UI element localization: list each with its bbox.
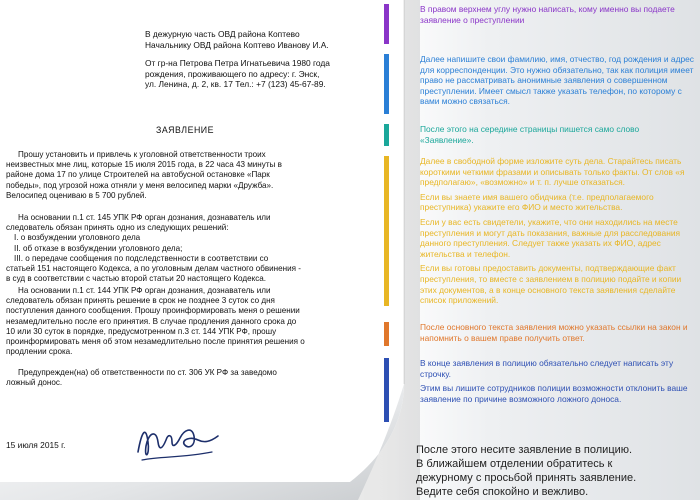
document-title: ЗАЯВЛЕНИЕ bbox=[156, 125, 214, 135]
note-line: Если вы готовы предоставить документы, подтверждающие факт преступления, то вместе с заявлением в полицию подайте и копии этих документов, а в конце основного текста заявления сделайте список приложений. bbox=[420, 263, 682, 306]
note-line: После основного текста заявления можно указать ссылки на закон и напомнить о вашем праве получить ответ. bbox=[420, 322, 688, 343]
note-text bbox=[420, 156, 695, 310]
body-line: продлении срока. bbox=[6, 347, 73, 357]
applicant-block bbox=[145, 58, 330, 90]
note-color-bar bbox=[384, 358, 389, 422]
body-line: На основании п.1 ст. 144 УПК РФ орган дознания, дознаватель или bbox=[18, 286, 271, 295]
note-facts bbox=[384, 156, 700, 306]
paragraph-art145 bbox=[6, 213, 301, 284]
body-line: районе дома 17 по улице Строителей на автобусной остановке «Парк bbox=[6, 170, 270, 180]
body-line: поступления данного сообщения. Прошу проинформировать меня о решении bbox=[6, 306, 300, 316]
applicant-line: ул. Ленина, д. 2, кв. 17 Тел.: +7 (123) 45-67-89. bbox=[145, 79, 326, 89]
body-line: следователь обязан принять решение в срок не позднее 3 суток со дня bbox=[6, 296, 275, 306]
body-line: Прошу установить и привлечь к уголовной ответственности троих bbox=[18, 150, 266, 159]
note-addressee bbox=[384, 4, 700, 44]
body-line: победы», под угрозой ножа отняли у меня велосипед марки «Дружба». bbox=[6, 180, 274, 190]
note-color-bar bbox=[384, 322, 389, 346]
note-applicant bbox=[384, 54, 700, 114]
body-line: следователь обязан принять одно из следующих решений: bbox=[6, 223, 229, 233]
applicant-line: От гр-на Петрова Петра Игнатьевича 1980 года bbox=[145, 58, 330, 68]
advice-line: дежурному с просьбой принять заявление. bbox=[416, 472, 637, 484]
paragraph-art144 bbox=[6, 286, 305, 357]
final-advice bbox=[416, 443, 696, 499]
note-text bbox=[420, 124, 695, 149]
body-line: III. о передаче сообщения по подследственности в соответствии со bbox=[14, 253, 269, 263]
note-line: Если вы знаете имя вашего обидчика (т.е. предполагаемого преступника) укажите его ФИО и место жительства. bbox=[420, 191, 654, 213]
note-text bbox=[420, 358, 695, 408]
note-color-bar bbox=[384, 124, 389, 146]
body-line: Предупрежден(на) об ответственности по ст. 306 УК РФ за заведомо bbox=[18, 368, 277, 377]
annotations-column bbox=[384, 0, 700, 500]
note-line: Далее в свободной форме изложите суть дела. Старайтесь писать короткими четкими фразами и описывать только факты. От слов «я предполагаю», «возможно» и т. п. лучше отказаться. bbox=[420, 156, 685, 188]
signature bbox=[132, 416, 224, 466]
addressee-block bbox=[145, 29, 329, 50]
note-line: После этого на середине страницы пишется само слово «Заявление». bbox=[420, 124, 640, 145]
application-date: 15 июля 2015 г. bbox=[6, 440, 66, 450]
note-line: Если у вас есть свидетели, укажите, что они находились на месте преступления и могут дать показания, важные для расследования данного преступления. Следует также указать их ФИО, адрес жительства и телефон. bbox=[420, 216, 681, 259]
note-title bbox=[384, 124, 700, 146]
body-line: проинформировать меня об этом незамедлительно после принятия решения о bbox=[6, 337, 305, 347]
advice-line: Ведите себя спокойно и вежливо. bbox=[416, 486, 589, 498]
paragraph-incident bbox=[6, 150, 282, 201]
note-text bbox=[420, 322, 695, 347]
note-line: Далее напишите свои фамилию, имя, отчество, год рождения и адрес для корреспонденции. Это нужно обязательно, так как полиция имеет право не рассматривать анонимные заявления о совершенном преступлении. Имеет смысл также указать телефон, по которому с вами можно связаться. bbox=[420, 54, 694, 107]
note-law-reference bbox=[384, 322, 700, 346]
addressee-line: Начальнику ОВД района Коптево Иванову И.А. bbox=[145, 39, 329, 50]
note-color-bar bbox=[384, 4, 389, 44]
note-line: Этим вы лишите сотрудников полиции возможности отклонить ваше заявление по причине возможного ложного доноса. bbox=[420, 383, 688, 404]
body-line: 10 или 30 суток в порядке, предусмотренном п.3 ст. 144 УПК РФ, прошу bbox=[6, 326, 277, 336]
note-false-report bbox=[384, 358, 700, 422]
body-line: неизвестных мне лиц, которые 15 июля 2015 года, в 22 часа 43 минуты в bbox=[6, 160, 282, 170]
body-line: На основании п.1 ст. 145 УПК РФ орган дознания, дознаватель или bbox=[18, 213, 271, 222]
advice-line: В ближайшем отделении обратитесь к bbox=[416, 458, 613, 470]
body-line: незамедлительно после его принятия. В случае продления данного срока до bbox=[6, 316, 297, 326]
body-line: Велосипед оцениваю в 5 700 рублей. bbox=[6, 190, 147, 200]
body-line: ложный донос. bbox=[6, 378, 63, 388]
note-text bbox=[420, 54, 695, 111]
note-line: В конце заявления в полицию обязательно следует написать эту строчку. bbox=[420, 358, 674, 379]
note-line: В правом верхнем углу нужно написать, кому именно вы подаете заявление о преступлении bbox=[420, 4, 675, 25]
body-line: в суд в соответствии с частью второй статьи 20 настоящего Кодекса. bbox=[6, 274, 267, 284]
applicant-line: рождения, проживающего по адресу: г. Энск, bbox=[145, 68, 320, 79]
body-line: II. об отказе в возбуждении уголовного дела; bbox=[14, 243, 183, 253]
note-color-bar bbox=[384, 156, 389, 306]
note-text bbox=[420, 4, 695, 29]
body-line: статьей 151 настоящего Кодекса, а по уголовным делам частного обвинения - bbox=[6, 264, 301, 274]
note-color-bar bbox=[384, 54, 389, 114]
paragraph-warning bbox=[6, 368, 277, 388]
body-line: I. о возбуждении уголовного дела bbox=[14, 233, 141, 243]
advice-line: После этого несите заявление в полицию. bbox=[416, 444, 633, 456]
addressee-line: В дежурную часть ОВД района Коптево bbox=[145, 29, 300, 39]
